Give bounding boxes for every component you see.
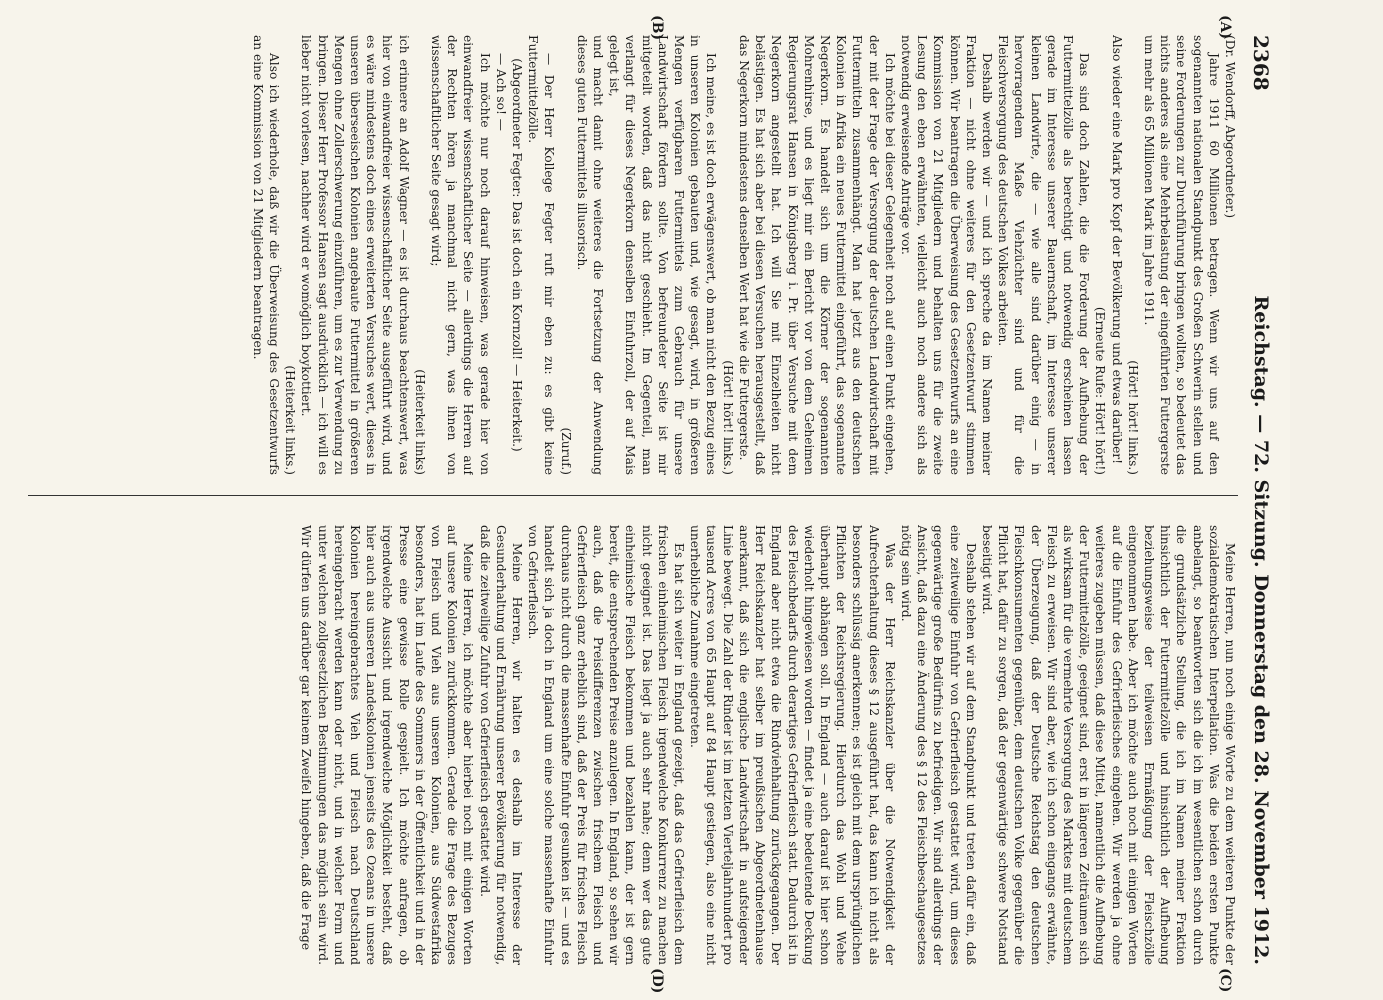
margin-marker-a: (A) bbox=[1217, 15, 1233, 40]
paragraph: Also ich wiederhole, daß wir die Überweisung des Gesetzentwurfs an eine Kommission von 21 Mitgliedern beantragen. bbox=[250, 35, 282, 475]
paragraph: ich erinnere an Adolf Wagner — es ist durchaus beachtenswert, was hier von einwandfreier wissenschaftlicher Seite ausgeführt wird, und es wäre mindestens doch eines erweiterten Versuches wert, dieses in unseren überseeischen Kolonien angebaute Futtermittel in größeren Mengen ohne Zollerschwerung einzuführen, um es zur Verwendung zu bringen. Dieser Herr Professor Hansen sagt ausdrücklich — ich will es lieber nicht vorlesen, nachher wird er womöglich boykottiert. bbox=[299, 35, 411, 475]
paragraph: (Hört! hört! links.) bbox=[1125, 360, 1140, 475]
paragraph: (Heiterkeit links) bbox=[412, 369, 427, 475]
paragraph: Ich möchte nur noch darauf hinweisen, was gerade hier von einwandfreier wissenschaftlicher Seite — allerdings die Herren auf der Rechten hören ja manchmal nicht gern, was ihnen von wissenschaftlicher Seite gesagt wird; bbox=[429, 35, 492, 475]
paragraph: Meine Herren, wir halten es deshalb im Interesse der Gesunderhaltung und Ernährung unserer Bevölkerung für notwendig, daß die zeitweilige Zufuhr von Gefrierfleisch gestattet wird. bbox=[477, 525, 525, 965]
column-divider bbox=[28, 495, 1238, 496]
paragraph: und macht damit ohne weiteres die Fortsetzung der Anwendung dieses guten Futtermittels illusorisch. bbox=[574, 35, 606, 475]
paragraph: Das sind doch Zahlen, die die Forderung der Aufhebung der Futtermittelzölle als berechtigt und notwendig erscheinen lassen gerade im Interesse unserer Bauernschaft, im Interesse unserer kleinen Landwirte, die — wie alle sind darüber einig — in hervorragendem Maße Viehzüchter sind und für die Fleischversorgung des deutschen Volkes arbeiten. bbox=[996, 35, 1092, 475]
paragraph: Meine Herren, ich möchte aber hierbei noch mit einigen Worten auf unsere Kolonien zurückkommen. Gerade die Frage des Bezuges von Fleisch und Vieh aus unseren Kolonien, aus Südwestafrika besonders, hat im Laufe des Sommers in der Öffentlichkeit und in der Presse eine gewisse Rolle gespielt. Ich möchte anfragen, ob irgendwelche Aussicht und irgendwelche Möglichkeit besteht, daß hier auch aus unseren Landeskolonien jenseits des Ozeans in unsere Kolonien hereingebrachtes Vieh und Fleisch nach Deutschland hereingebracht werden kann oder nicht, und in welcher Form und unter welchen zollgesetzlichen Bestimmungen das möglich sein wird. Wir dürfen uns darüber gar keinem Zweifel hingeben, daß die Frage bbox=[299, 525, 476, 965]
paragraph: Deshalb stehen wir auf dem Standpunkt und treten dafür ein, daß eine zeitweilige Einfuhr von Gefrierfleisch gestattet wird, um dieses gegenwärtige große Bedürfnis zu befriedigen. Wir sind allerdings der Ansicht, daß dazu eine Änderung des § 12 des Fleischbeschaugesetzes nötig sein wird. bbox=[898, 525, 978, 965]
paragraph: Es hat sich weiter in England gezeigt, daß das Gefrierfleisch dem frischen einheimischen Fleisch irgendwelche Konkurrenz zu machen nicht geeignet ist. Das liegt ja auch sehr nahe; denn wer das gute einheimische Fleisch bekommen und bezahlen kann, der ist gern bereit, die entsprechenden Preise anzulegen. In England, so sehen wir auch, daß die Preisdifferenzen zwischen frischem Fleisch und Gefrierfleisch ganz erheblich sind, daß der Preis für frisches Fleisch durchaus nicht durch die massenhafte Einfuhr gesunken ist — und es handelt sich ja doch in England um eine solche massenhafte Einfuhr von Gefrierfleisch. bbox=[526, 525, 687, 965]
paragraph: (Zuruf.) bbox=[558, 427, 573, 475]
paragraph: — Ach so! — bbox=[493, 53, 508, 131]
paragraph: (Abgeordneter Fegter: Das ist doch ein Kornzoll! — Heiterkeit.) bbox=[510, 58, 525, 452]
paragraph: Also wieder eine Mark pro Kopf der Bevölkerung und etwas darüber! bbox=[1109, 35, 1124, 465]
margin-marker-d: (D) bbox=[649, 968, 665, 994]
paragraph: (Heiterkeit links.) bbox=[283, 365, 298, 475]
paragraph: Ich meine, es ist doch erwägenswert, ob man nicht den Bezug eines in unseren Kolonien gebauten und, wie gesagt, wird, in größeren Mengen verfügbaren Futtermittels zum Gebrauch für unsere Landwirtschaft fördern sollte. Von befreundeter Seite ist mir mitgeteilt worden, daß das nicht geschieht. Im Gegenteil, man verlangt für dieses Negerkorn denselben Einfuhrzoll, der auf Mais gelegt ist, bbox=[607, 35, 719, 475]
left-column bbox=[38, 35, 1238, 475]
page-header bbox=[1246, 35, 1276, 965]
page-title: Reichstag. — 72. Sitzung. Donnerstag den 28. November 1912. bbox=[1250, 295, 1272, 965]
paragraph: Deshalb werden wir — und ich spreche da im Namen meiner Fraktion — nicht ohne weiteres für den Gesetzentwurf stimmen können. Wir beantragen die Überweisung des Gesetzentwurfs an eine Kommission von 21 Mitgliedern und behalten uns für die zweite Lesung den eben erwähnten, vielleicht auch noch andere sich als notwendig erweisende Anträge vor. bbox=[898, 35, 994, 475]
right-column bbox=[38, 525, 1238, 965]
paragraph: Meine Herren, nun noch einige Worte zu dem weiteren Punkte der sozialdemokratischen Interpellation. Was die beiden ersten Punkte anbelangt, so beantworten sich die ich im wesentlichen schon durch die grundsätzliche Stellung, die ich im Namen meiner Fraktion hinsichtlich der Futtermittelzölle und hinsichtlich der Aufhebung beziehungsweise der teilweisen Ermäßigung der Fleischzölle eingenommen habe. Aber ich möchte auch noch mit einigen Worten auf die Einfuhr des Gefrierfleisches eingehen. Wir werden ja ohne weiteres zugeben müssen, daß diese Mittel, namentlich die Aufhebung der Futtermittelzölle, geeignet sind, erst in längeren Zeiträumen sich als wirksam für die vermehrte Versorgung des Marktes mit deutschem Fleisch zu erweisen. Wir sind aber, wie ich schon eingangs erwähnte, der Überzeugung, daß der Deutsche Reichstag den deutschen Fleischkonsumenten gegenüber, dem deutschen Volke gegenüber die Pflicht hat, dafür zu sorgen, daß der gegenwärtige schwere Notstand beseitigt wird. bbox=[979, 525, 1237, 965]
paragraph: Jahre 1911 60 Millionen betragen. Wenn wir uns auf den sogenannten nationalen Standpunkt des Großen Schwerin stellen und seine Forderungen zur Durchführung bringen wollten, so bedeutet das nichts anderes als eine Mehrbelastung der eingeführten Futtergerste um mehr als 65 Millionen Mark im Jahre 1911. bbox=[1141, 35, 1221, 475]
margin-marker-c: (C) bbox=[1217, 968, 1233, 993]
paragraph: (Erneute Rufe: Hört! hört!) bbox=[1093, 306, 1108, 475]
paragraph: (Hört! hört! links.) bbox=[720, 360, 735, 475]
page-number: 2368 bbox=[1249, 35, 1273, 91]
paragraph: Was der Herr Reichskanzler über die Notwendigkeit der Aufrechterhaltung dieses § 12 ausgeführt hat, das kann ich nicht als besonders schlüssig anerkennen; es ist gleich mit dem ursprünglichen Pflichten der Reichsregierung. Hierdurch das Wohl und Wehe überhaupt abhängen soll. In England — auch darauf ist hier schon wiederholt hingewiesen worden — findet ja eine bedeutende Deckung des Fleischbedarfs durch derartiges Gefrierfleisch statt. Dadurch ist in England aber nicht etwa die Rindviehhaltung zurückgegangen. Der Herr Reichskanzler hat selber im preußischen Abgeordnetenhause anerkannt, daß sich die englische Landwirtschaft in aufsteigender Linie bewegt. Die Zahl der Rinder ist im letzten Vierteljahrhundert pro tausend Acres von 65 Haupt auf 84 Haupt gestiegen, also eine nicht unerhebliche Zunahme eingetreten. bbox=[688, 525, 897, 965]
paragraph: — Der Herr Kollege Fegter ruft mir eben zu: es gibt keine Futtermittelzölle. bbox=[526, 35, 557, 475]
margin-marker-b: (B) bbox=[649, 15, 665, 41]
paragraph: (Dr. Wendorff, Abgeordneter.) bbox=[1223, 35, 1237, 219]
paragraph: Ich möchte bei dieser Gelegenheit noch auf einen Punkt eingehen, der mit der Frage der Versorgung der deutschen Landwirtschaft mit Futtermitteln zusammenhängt. Man hat jetzt aus den deutschen Kolonien in Afrika ein neues Futtermittel eingeführt, das sogenannte Negerkorn. Es handelt sich um die Körner der sogenannten Mohrenhirse, und es liegt mir ein Bericht vor von dem Geheimen Regierungsrat Hansen in Königsberg i. Pr. über Versuche mit dem Negerkorn angestellt hat. Ich will Sie mit Einzelheiten nicht belästigen. Es hat sich aber bei diesen Versuchen herausgestellt, daß das Negerkorn mindestens denselben Wert hat wie die Futtergerste. bbox=[736, 35, 897, 475]
